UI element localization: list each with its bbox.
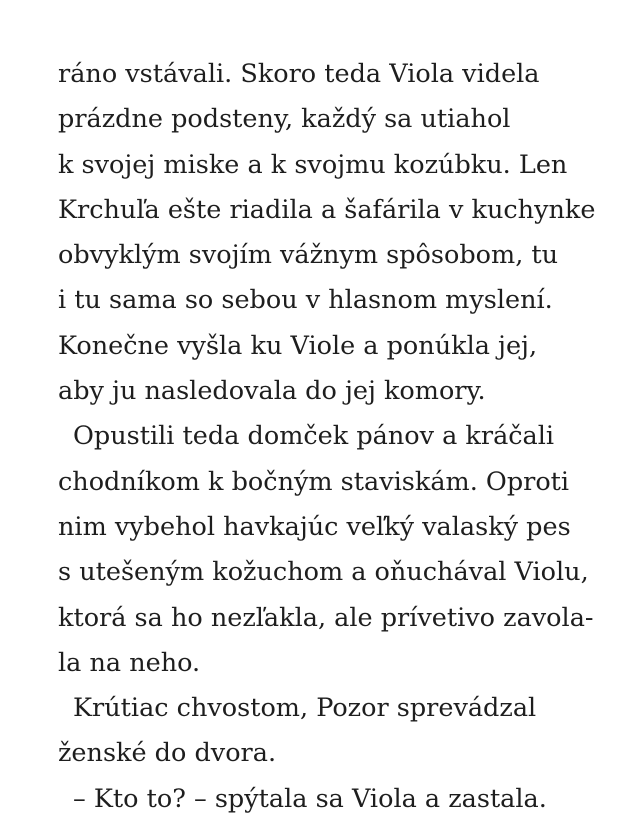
text-line: prázdne podsteny, každý sa utiahol [58,104,511,135]
book-page-text [58,52,628,822]
paragraph-start-line: Opustili teda domček pánov a kráčali [73,421,555,452]
text-line: ktorá sa ho nezľakla, ale prívetivo zavola- [58,602,594,633]
text-line: aby ju nasledovala do jej komory. [58,376,486,407]
text-line: s utešeným kožuchom a oňuchával Violu, [58,557,589,588]
text-line: Krchuľa ešte riadila a šafárila v kuchynke [58,194,596,225]
text-line: ráno vstávali. Skoro teda Viola videla [58,59,540,89]
text-line: chodníkom k bočným staviskám. Oproti [58,466,570,497]
text-line: k svojej miske a k svojmu kozúbku. Len [58,149,568,180]
text-line: nim vybehol havkajúc veľký valaský pes [58,511,571,542]
dialogue-line: – Kto to? – spýtala sa Viola a zastala. [73,783,547,814]
text-line: Konečne vyšla ku Viole a ponúkla jej, [58,330,538,361]
text-line: ženské do dvora. [58,738,277,769]
text-line: obvyklým svojím vážnym spôsobom, tu [58,240,559,271]
text-line: i tu sama so sebou v hlasnom myslení. [58,285,553,316]
text-line: la na neho. [58,647,201,678]
paragraph-start-line: Krútiac chvostom, Pozor sprevádzal [73,693,537,724]
